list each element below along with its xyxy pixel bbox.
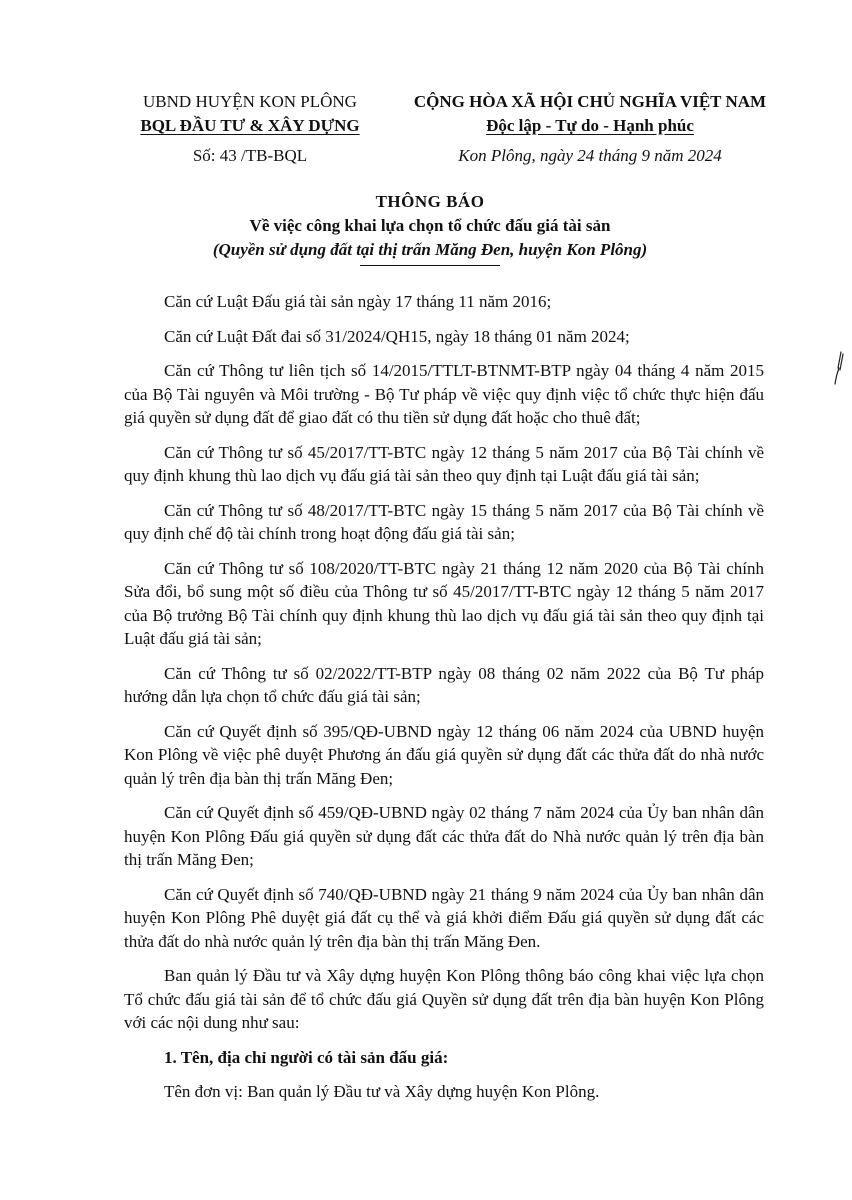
national-motto-block — [380, 90, 800, 168]
legal-basis-paragraph: Căn cứ Thông tư liên tịch số 14/2015/TTLT-BTNMT-BTP ngày 04 tháng 4 năm 2015 của Bộ Tài nguyên và Môi trường - Bộ Tư pháp về việc quy định việc tổ chức thực hiện đấu giá quyền sử dụng đất để giao đất có thu tiền sử dụng đất hoặc cho thuê đất; — [124, 361, 764, 427]
place-date: Kon Plông, ngày 24 tháng 9 năm 2024 — [458, 146, 722, 165]
section-line: Tên đơn vị: Ban quản lý Đầu tư và Xây dựng huyện Kon Plông. — [164, 1082, 600, 1101]
document-number: Số: 43 /TB-BQL — [192, 146, 308, 165]
legal-basis-paragraph: Căn cứ Thông tư số 108/2020/TT-BTC ngày 21 tháng 12 năm 2020 của Bộ Tài chính Sửa đổi, bổ sung một số điều của Thông tư số 45/2017/TT-BTC ngày 12 tháng 5 năm 2017 của Bộ trưởng Bộ Tài chính quy định khung thù lao dịch vụ đấu giá tài sản theo quy định tại Luật đấu giá tài sản; — [124, 558, 764, 648]
title-underline — [360, 265, 500, 266]
handwritten-mark-icon — [832, 350, 846, 386]
legal-basis-paragraph: Căn cứ Quyết định số 459/QĐ-UBND ngày 02 tháng 7 năm 2024 của Ủy ban nhân dân huyện Kon Plông Đấu giá quyền sử dụng đất các thửa đất do Nhà nước quản lý trên địa bàn thị trấn Măng Đen; — [124, 803, 764, 869]
issuer-block — [100, 90, 400, 168]
document-title — [100, 190, 760, 266]
issuer-agency: BQL ĐẦU TƯ & XÂY DỰNG — [140, 116, 360, 135]
legal-basis-paragraph: Căn cứ Quyết định số 395/QĐ-UBND ngày 12 tháng 06 năm 2024 của UBND huyện Kon Plông về việc phê duyệt Phương án đấu giá quyền sử dụng đất các thửa đất do nhà nước quản lý trên địa bàn thị trấn Măng Đen; — [124, 721, 764, 788]
legal-basis-paragraph: Căn cứ Thông tư số 45/2017/TT-BTC ngày 12 tháng 5 năm 2017 của Bộ Tài chính về quy định khung thù lao dịch vụ đấu giá tài sản theo quy định tại Luật đấu giá tài sản; — [124, 442, 764, 485]
section-heading: 1. Tên, địa chỉ người có tài sản đấu giá: — [164, 1047, 449, 1067]
issuer-parent-agency: UBND HUYỆN KON PLÔNG — [143, 92, 357, 111]
national-motto: Độc lập - Tự do - Hạnh phúc — [486, 116, 694, 135]
title-scope: (Quyền sử dụng đất tại thị trấn Măng Đen, huyện Kon Plông) — [212, 240, 648, 259]
legal-basis-paragraph: Căn cứ Thông tư số 48/2017/TT-BTC ngày 15 tháng 5 năm 2017 của Bộ Tài chính về quy định chế độ tài chính trong hoạt động đấu giá tài sản; — [124, 500, 764, 543]
legal-basis-paragraph: Căn cứ Thông tư số 02/2022/TT-BTP ngày 08 tháng 02 năm 2022 của Bộ Tư pháp hướng dẫn lựa chọn tổ chức đấu giá tài sản; — [124, 663, 764, 706]
legal-basis-paragraph: Căn cứ Luật Đấu giá tài sản ngày 17 tháng 11 năm 2016; — [164, 292, 552, 311]
announcement-paragraph: Ban quản lý Đầu tư và Xây dựng huyện Kon Plông thông báo công khai việc lựa chọn Tổ chức đấu giá tài sản để tổ chức đấu giá Quyền sử dụng đất trên địa bàn huyện Kon Plông với các nội dung như sau: — [124, 966, 764, 1032]
document-body — [124, 290, 764, 1104]
title-subject: Về việc công khai lựa chọn tổ chức đấu giá tài sản — [249, 216, 611, 235]
legal-basis-paragraph: Căn cứ Quyết định số 740/QĐ-UBND ngày 21 tháng 9 năm 2024 của Ủy ban nhân dân huyện Kon Plông Phê duyệt giá đất cụ thể và giá khởi điểm Đấu giá quyền sử dụng đất các thửa đất do nhà nước quản lý trên địa bàn thị trấn Măng Đen. — [124, 884, 764, 951]
legal-basis-paragraph: Căn cứ Luật Đất đai số 31/2024/QH15, ngày 18 tháng 01 năm 2024; — [164, 326, 630, 346]
title-type: THÔNG BÁO — [375, 192, 485, 211]
national-title: CỘNG HÒA XÃ HỘI CHỦ NGHĨA VIỆT NAM — [413, 92, 767, 111]
